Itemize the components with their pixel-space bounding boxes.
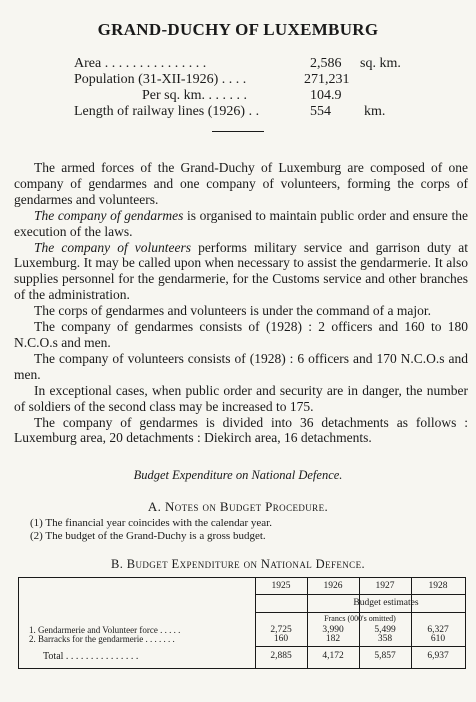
row-label: 2. Barracks for the gendarmerie . . . . . . . — [29, 634, 175, 644]
year-header: 1926 — [323, 581, 343, 591]
paragraph-emphasis: The company of gendarmes — [34, 207, 184, 223]
paragraph: The company of volunteers consists of (1928) : 6 officers and 170 N.C.O.s and men. — [14, 350, 468, 382]
paragraph-emphasis: The company of volunteers — [34, 239, 192, 255]
total-cell: 5,857 — [374, 651, 396, 661]
stat-value: 554 — [310, 104, 331, 119]
paragraph: The armed forces of the Grand-Duchy of Luxemburg are composed of one company of gendarmes and one company of volunteers, forming the corps of gendarmes and volunteers. — [14, 160, 468, 207]
table-hline — [255, 612, 465, 613]
paragraph: The company of gendarmes consists of (1928) : 2 officers and 160 to 180 N.C.O.s and men. — [14, 319, 468, 350]
total-cell: 4,172 — [322, 651, 344, 661]
year-header: 1925 — [271, 581, 291, 591]
table-cell: 6,327 — [427, 625, 449, 635]
stat-label: Per sq. km. . . . . . . — [142, 88, 247, 103]
total-cell: 2,885 — [270, 651, 292, 661]
total-cell: 6,937 — [427, 651, 449, 661]
stat-value: 104.9 — [310, 88, 342, 103]
paragraph: The company of gendarmes is divided into 36 detachments as follows : Luxemburg area, 20 detachments : Diekirch area, 16 detachments. — [14, 414, 468, 446]
table-cell: 182 — [325, 634, 341, 644]
notes-list — [30, 517, 460, 542]
budget-table — [18, 577, 466, 669]
stat-row-railways — [74, 104, 434, 120]
table-cell: 5,499 — [374, 625, 396, 635]
stats-block — [74, 56, 434, 120]
table-cell: 358 — [377, 634, 393, 644]
stat-row-area — [74, 56, 434, 72]
stat-unit: km. — [364, 104, 386, 119]
note-item: (1) The financial year coincides with the calendar year. — [30, 517, 272, 529]
body-text — [14, 160, 468, 446]
table-cell: 160 — [273, 634, 289, 644]
row-label: 1. Gendarmerie and Volunteer force . . . . . — [29, 625, 181, 635]
estimates-label: Budget estimates — [353, 598, 419, 608]
table-hline — [255, 594, 465, 595]
stat-label: Length of railway lines (1926) . . — [74, 104, 260, 119]
year-header: 1928 — [428, 581, 448, 591]
paragraph — [14, 240, 468, 304]
paragraph-text: performs military service and garrison duty at Luxemburg. It may be called upon when necessary to assist the gendarmerie. It also supplies personnel for the gendarmerie, for the Customs service and other branches of the administration. — [14, 239, 468, 303]
stat-row-population — [74, 72, 434, 88]
budget-heading: Budget Expenditure on National Defence. — [133, 468, 343, 482]
table-cell: 610 — [430, 634, 446, 644]
note-item: (2) The budget of the Grand-Duchy is a gross budget. — [30, 529, 266, 542]
total-label: Total . . . . . . . . . . . . . . . — [43, 651, 139, 662]
unit-label: Francs (000's omitted) — [324, 614, 396, 623]
divider-rule — [212, 131, 264, 132]
section-b-heading: B. Budget Expenditure on National Defence. — [110, 557, 366, 571]
paragraph — [14, 208, 468, 240]
paragraph: The corps of gendarmes and volunteers is under the command of a major. — [34, 303, 432, 319]
stat-unit: sq. km. — [360, 56, 401, 71]
page-title: GRAND-DUCHY OF LUXEMBURG — [97, 20, 379, 39]
table-cell: 2,725 — [270, 625, 292, 635]
stat-label: Population (31-XII-1926) . . . . — [74, 72, 247, 87]
table-cell: 3,990 — [322, 625, 344, 635]
stat-value: 271,231 — [304, 72, 350, 87]
paragraph-text: is organised to maintain public order and ensure the execution of the laws. — [14, 207, 468, 239]
paragraph: In exceptional cases, when public order and security are in danger, the number of soldiers of the second class may be increased to 175. — [14, 382, 468, 414]
table-hline — [255, 646, 465, 647]
stat-label: Area . . . . . . . . . . . . . . . — [74, 56, 207, 71]
year-header: 1927 — [375, 581, 395, 591]
stat-value: 2,586 — [310, 56, 342, 71]
stat-row-density — [74, 88, 434, 104]
section-a-heading: A. Notes on Budget Procedure. — [147, 499, 329, 514]
